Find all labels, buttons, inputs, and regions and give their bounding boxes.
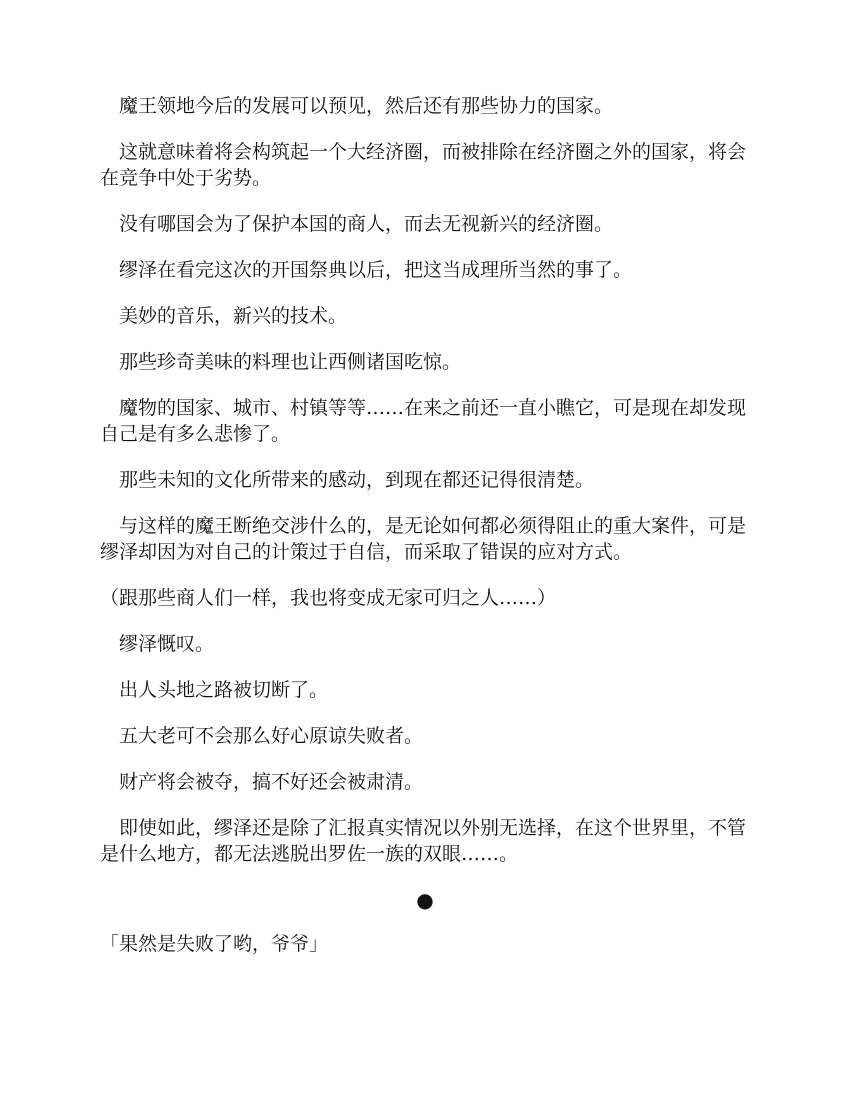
paragraph-9: 与这样的魔王断绝交涉什么的，是无论如何都必须得阻止的重大案件，可是缪泽却因为对自己的计策过于自信，而采取了错误的应对方式。 [100,515,747,563]
paragraph-11: 缪泽慨叹。 [119,633,215,655]
paragraph-3: 没有哪国会为了保护本国的商人，而去无视新兴的经济圈。 [119,213,614,235]
closing-dialogue: 「果然是失败了哟，爷爷」 [100,933,329,955]
section-separator: ● [416,888,434,912]
paragraph-1: 魔王领地今后的发展可以预见，然后还有那些协力的国家。 [119,95,614,117]
paragraph-6: 那些珍奇美味的料理也让西侧诸国吃惊。 [119,351,462,373]
paragraph-14: 财产将会被夺，搞不好还会被肃清。 [119,771,424,793]
document-page [100,93,750,977]
paragraph-13: 五大老可不会那么好心原谅失败者。 [119,725,424,747]
paragraph-4: 缪泽在看完这次的开国祭典以后，把这当成理所当然的事了。 [119,259,633,281]
paragraph-12: 出人头地之路被切断了。 [119,679,329,701]
paragraph-5: 美妙的音乐，新兴的技术。 [119,305,348,327]
paragraph-inner-thought: （跟那些商人们一样，我也将变成无家可归之人……） [100,587,557,609]
paragraph-15: 即使如此，缪泽还是除了汇报真实情况以外别无选择，在这个世界里，不管是什么地方，都无法逃脱出罗佐一族的双眼……。 [100,817,747,865]
paragraph-2: 这就意味着将会构筑起一个大经济圈，而被排除在经济圈之外的国家，将会在竞争中处于劣势。 [100,141,747,189]
paragraph-7: 魔物的国家、城市、村镇等等……在来之前还一直小瞧它，可是现在却发现自己是有多么悲惨了。 [100,397,747,445]
paragraph-8: 那些未知的文化所带来的感动，到现在都还记得很清楚。 [119,469,595,491]
